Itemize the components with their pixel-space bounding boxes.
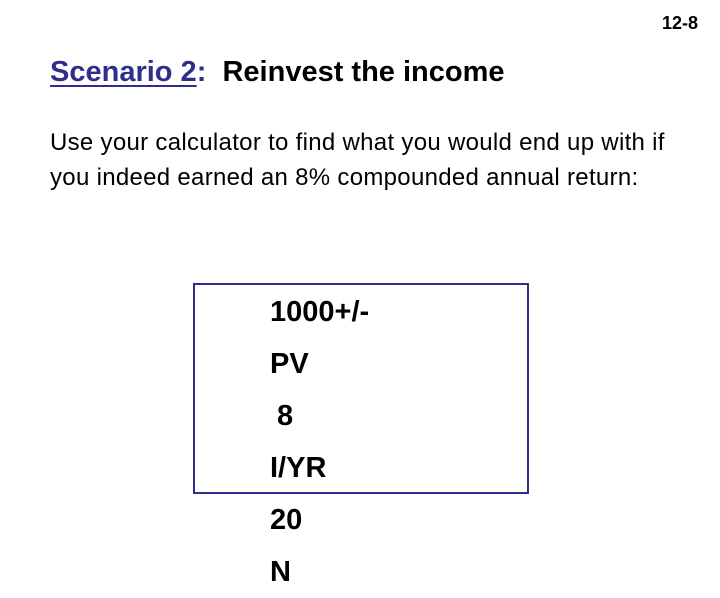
title-colon: : [196,56,207,88]
slide-number: 12-8 [661,13,698,33]
keystroke-rate-value: 8 [277,400,294,432]
keystroke-list [270,286,369,598]
keystroke-pv-value: 1000+/- [270,296,370,328]
title-text: Reinvest the income [222,56,505,88]
keystroke-n: N [270,556,291,588]
keystroke-pv: PV [270,348,309,380]
slide-title [50,53,505,91]
keystroke-n-value: 20 [270,504,303,536]
keystroke-iyr: I/YR [270,452,327,484]
body-text: Use your calculator to find what you would end up with if you indeed earned an 8% compounded annual return: [50,129,665,191]
title-link[interactable]: Scenario 2 [50,56,197,88]
